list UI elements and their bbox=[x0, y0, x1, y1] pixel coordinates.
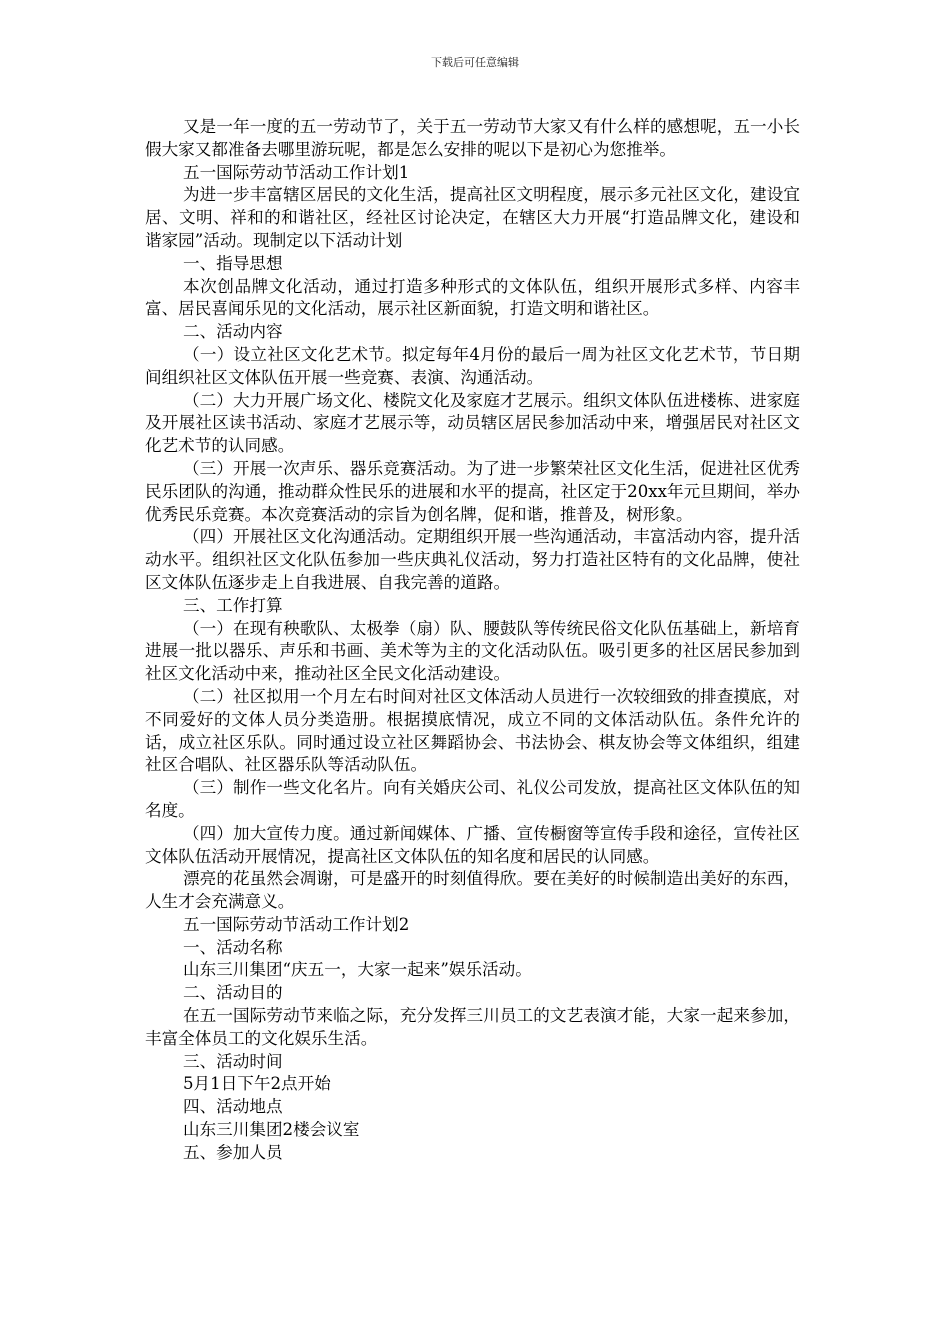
paragraph: 山东三川集团2楼会议室 bbox=[183, 1120, 360, 1140]
paragraph: （三）开展一次声乐、器乐竞赛活动。为了进一步繁荣社区文化生活，促进社区优秀民乐团队的沟通，推动群众性民乐的进展和水平的提高，社区定于20xx年元旦期间，举办优秀民乐竞赛。本次竞赛活动的宗旨为创名牌，促和谐，推普及，树形象。 bbox=[145, 458, 800, 524]
heading: 一、指导思想 bbox=[183, 253, 283, 273]
heading: 三、活动时间 bbox=[183, 1051, 283, 1071]
paragraph: （四）加大宣传力度。通过新闻媒体、广播、宣传橱窗等宣传手段和途径，宣传社区文体队伍活动开展情况，提高社区文体队伍的知名度和居民的认同感。 bbox=[145, 823, 800, 866]
heading: 五、参加人员 bbox=[183, 1142, 283, 1162]
heading: 三、工作打算 bbox=[183, 595, 283, 615]
paragraph: （三）制作一些文化名片。向有关婚庆公司、礼仪公司发放，提高社区文体队伍的知名度。 bbox=[145, 778, 800, 820]
paragraph: 在五一国际劳动节来临之际，充分发挥三川员工的文艺表演才能，大家一起来参加，丰富全体员工的文化娱乐生活。 bbox=[145, 1006, 800, 1048]
paragraph: （四）开展社区文化沟通活动。定期组织开展一些沟通活动，丰富活动内容，提升活动水平。组织社区文化队伍参加一些庆典礼仪活动，努力打造社区特有的文化品牌，使社区文体队伍逐步走上自我进展、自我完善的道路。 bbox=[145, 527, 800, 592]
heading: 二、活动内容 bbox=[183, 322, 283, 342]
paragraph: 漂亮的花虽然会凋谢，可是盛开的时刻值得欣。要在美好的时候制造出美好的东西，人生才会充满意义。 bbox=[145, 869, 800, 912]
page-header: 下载后可任意编辑 bbox=[431, 56, 519, 69]
section-title: 五一国际劳动节活动工作计划2 bbox=[183, 914, 410, 934]
paragraph: 5月1日下午2点开始 bbox=[183, 1074, 331, 1094]
document-body bbox=[145, 116, 800, 1165]
paragraph: （二）社区拟用一个月左右时间对社区文体活动人员进行一次较细致的排查摸底，对不同爱好的文体人员分类造册。根据摸底情况，成立不同的文体活动队伍。条件允许的话，成立社区乐队。同时通过设立社区舞蹈协会、书法协会、棋友协会等文体组织，组建社区合唱队、社区器乐队等活动队伍。 bbox=[145, 686, 800, 775]
heading: 四、活动地点 bbox=[183, 1097, 283, 1117]
heading: 一、活动名称 bbox=[183, 937, 283, 957]
paragraph: （一）在现有秧歌队、太极拳（扇）队、腰鼓队等传统民俗文化队伍基础上，新培育进展一批以器乐、声乐和书画、美术等为主的文化活动队伍。吸引更多的社区居民参加到社区文化活动中来，推动社区全民文化活动建设。 bbox=[145, 618, 800, 684]
paragraph: （二）大力开展广场文化、楼院文化及家庭才艺展示。组织文体队伍进楼栋、进家庭及开展社区读书活动、家庭才艺展示等，动员辖区居民参加活动中来，增强居民对社区文化艺术节的认同感。 bbox=[145, 390, 800, 456]
section-title: 五一国际劳动节活动工作计划1 bbox=[183, 162, 410, 182]
paragraph: 又是一年一度的五一劳动节了，关于五一劳动节大家又有什么样的感想呢，五一小长假大家又都准备去哪里游玩呢，都是怎么安排的呢以下是初心为您推举。 bbox=[145, 117, 800, 159]
paragraph: 为进一步丰富辖区居民的文化生活，提高社区文明程度，展示多元社区文化，建设宜居、文明、祥和的和谐社区，经社区讨论决定，在辖区大力开展“打造品牌文化，建设和谐家园”活动。现制定以下活动计划 bbox=[145, 185, 800, 250]
paragraph: 本次创品牌文化活动，通过打造多种形式的文体队伍，组织开展形式多样、内容丰富、居民喜闻乐见的文化活动，展示社区新面貌，打造文明和谐社区。 bbox=[145, 276, 800, 319]
heading: 二、活动目的 bbox=[183, 983, 283, 1003]
paragraph: 山东三川集团“庆五一，大家一起来”娱乐活动。 bbox=[183, 960, 532, 980]
paragraph: （一）设立社区文化艺术节。拟定每年4月份的最后一周为社区文化艺术节，节日期间组织社区文体队伍开展一些竞赛、表演、沟通活动。 bbox=[145, 344, 800, 387]
